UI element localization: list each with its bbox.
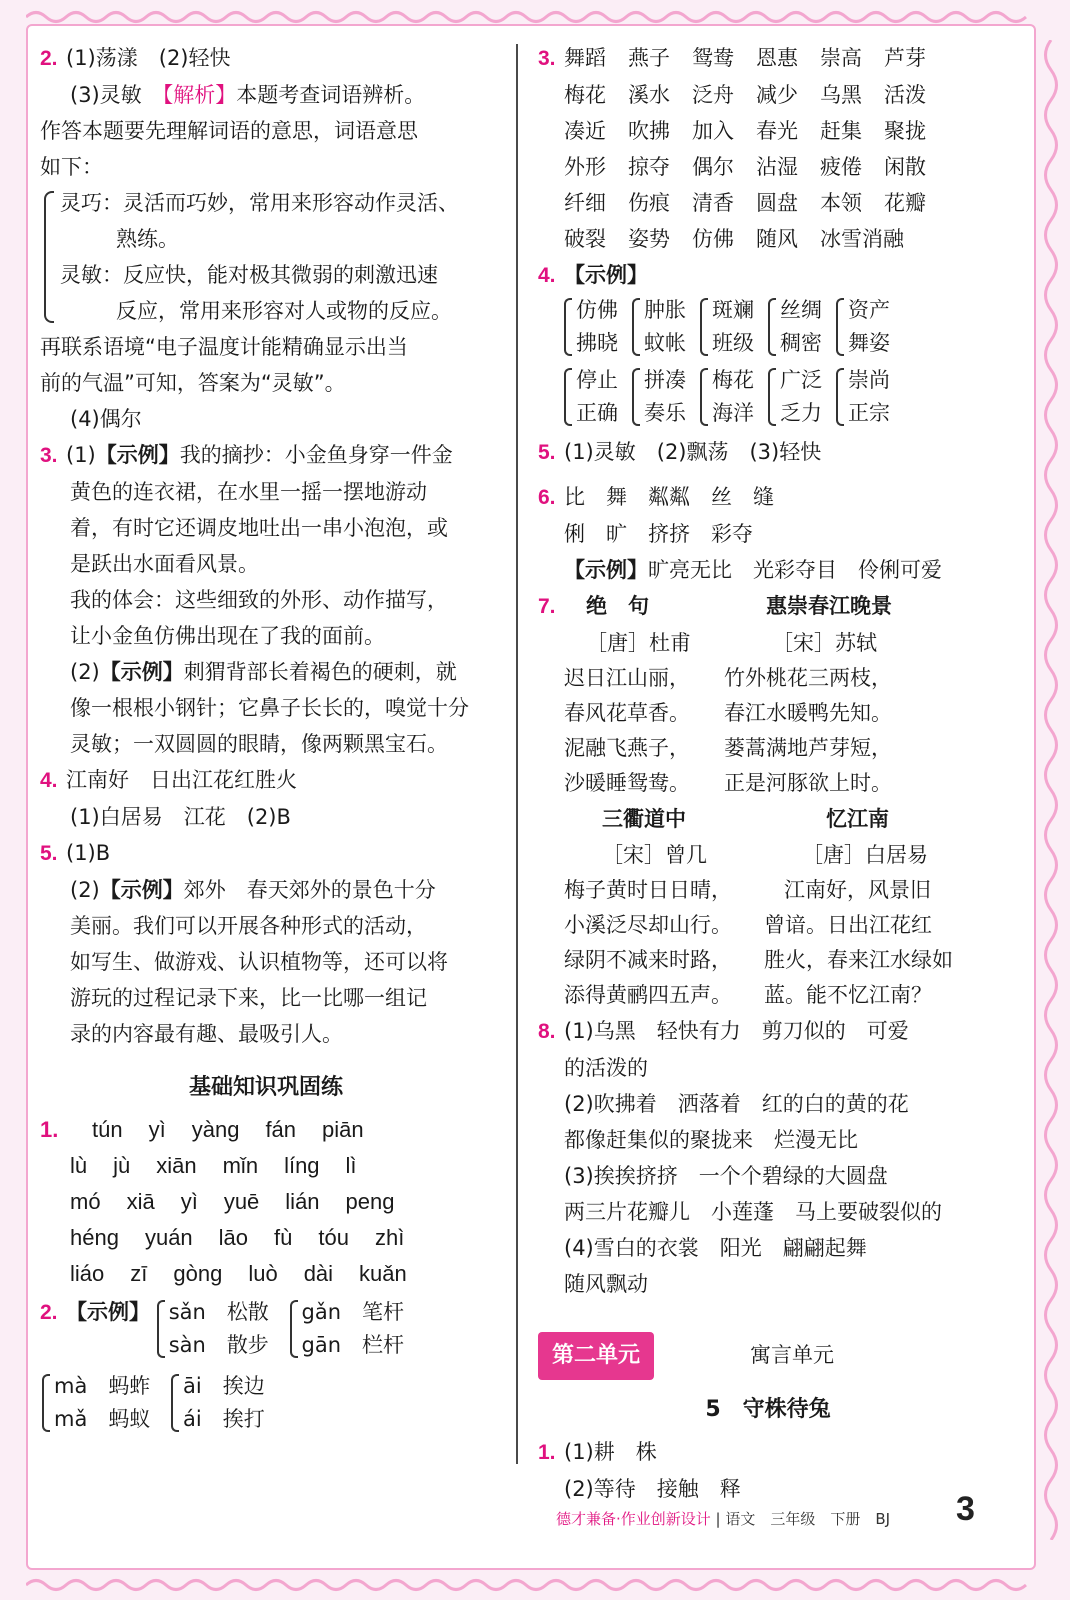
b2-row1: 2. 【示例】 sǎn 松散 sàn 散步 gǎn 笔杆 gān 栏杆 — [40, 1296, 492, 1362]
q4-line1: 4. 江南好 日出江花红胜火 — [40, 762, 492, 799]
b2-row2 — [40, 1370, 492, 1436]
word-pair: 停止 正确 — [564, 364, 618, 430]
q-number: 3. — [40, 444, 58, 467]
pinyin-row: lù jù xiān mǐn líng lì — [70, 1153, 357, 1178]
poem-line: 沙暖睡鸳鸯。 正是河豚欲上时。 — [564, 771, 892, 795]
q-number: 4. — [40, 769, 58, 792]
q-number: 1. — [40, 1117, 59, 1142]
q8-line1: 8. (1)乌黑 轻快有力 剪刀似的 可爱 — [538, 1013, 998, 1050]
def-lingqiao: 灵巧：灵活而巧妙，常用来形容动作灵活、 — [60, 191, 459, 215]
poem-pair-2 — [538, 873, 998, 1013]
q3-line2: 黄色的连衣裙，在水里一摇一摆地游动 — [70, 480, 427, 504]
q4-header: 4. 【示例】 — [538, 257, 998, 294]
q5-line6: 录的内容最有趣、最吸引人。 — [70, 1022, 343, 1046]
word-pair: 拼凑 奏乐 — [632, 364, 686, 430]
q5-line: 5. (1)灵敏 (2)飘荡 (3)轻快 — [538, 434, 998, 471]
unit-name: 寓言单元 — [750, 1343, 835, 1367]
q-number: 5. — [538, 441, 556, 464]
q8-line5: (3)挨挨挤挤 一个个碧绿的大圆盘 — [564, 1164, 888, 1188]
word-row: 纤细 伤痕 清香 圆盘 本领 花瓣 — [564, 191, 926, 215]
word-row: 破裂 姿势 仿佛 随风 冰雪消融 — [564, 227, 904, 251]
q8-line8: 随风飘动 — [564, 1272, 648, 1296]
q-number: 6. — [538, 486, 556, 509]
polyphone-pair: āi 挨边 ái 挨打 — [171, 1370, 265, 1436]
lesson-q1-line2: (2)等待 接触 释 — [564, 1477, 741, 1501]
q7-titles: 7. 绝 句 惠崇春江晚景 — [538, 588, 998, 625]
q8-line4: 都像赶集似的聚拢来 烂漫无比 — [564, 1128, 858, 1152]
q-number: 1. — [538, 1441, 556, 1464]
poem-pair-1 — [538, 661, 998, 801]
q5-line3: 美丽。我们可以开展各种形式的活动， — [70, 914, 427, 938]
right-column — [538, 40, 998, 1507]
poem-line: 梅子黄时日日晴， 江南好，风景旧 — [564, 878, 931, 902]
pinyin-row: 1. tún yì yàng fán piān — [40, 1112, 492, 1148]
pinyin-row: héng yuán lāo fù tóu zhì — [70, 1225, 405, 1250]
word-pair: 资产 舞姿 — [836, 294, 890, 360]
q2-line6: 前的气温”可知，答案为“灵敏”。 — [40, 371, 346, 395]
pinyin-row: liáo zī gòng luò dài kuǎn — [70, 1261, 407, 1286]
def-lingqiao-cont: 熟练。 — [116, 227, 179, 251]
q8-line3: (2)吹拂着 洒落着 红的白的黄的花 — [564, 1092, 909, 1116]
polyphone-pair: gǎn 笔杆 gān 栏杆 — [290, 1296, 405, 1362]
word-pair: 梅花 海洋 — [700, 364, 754, 430]
q3-line8: 像一根根小钢针；它鼻子长长的，嗅觉十分 — [70, 696, 469, 720]
q2-line3: 作答本题要先理解词语的意思，词语意思 — [40, 119, 418, 143]
pinyin-block — [40, 1112, 492, 1292]
q8-line7: (4)雪白的衣裳 阳光 翩翩起舞 — [564, 1236, 867, 1260]
q-number: 3. — [538, 47, 556, 70]
page-footer: 德才兼备·作业创新设计 | 语文 三年级 下册 BJ — [556, 1510, 891, 1528]
word-pair: 广泛 乏力 — [768, 364, 822, 430]
def-lingmin: 灵敏：反应快，能对极其微弱的刺激迅速 — [60, 263, 438, 287]
word-pair: 肿胀 蚊帐 — [632, 294, 686, 360]
word-pair: 丝绸 稠密 — [768, 294, 822, 360]
q3-line3: 着，有时它还调皮地吐出一串小泡泡，或 — [70, 516, 448, 540]
word-row: 凑近 吹拂 加入 春光 赶集 聚拢 — [564, 119, 926, 143]
pinyin-row: mó xiā yì yuē lián peng — [70, 1189, 395, 1214]
q-number: 2. — [40, 1301, 58, 1324]
q3-line7: (2)【示例】刺猬背部长着褐色的硬刺，就 — [70, 660, 457, 684]
q3-line9: 灵敏；一双圆圆的眼睛，像两颗黑宝石。 — [70, 732, 448, 756]
poem-line: 绿阴不减来时路， 胜火，春来江水绿如 — [564, 948, 953, 972]
poem-line: 迟日江山丽， 竹外桃花三两枝， — [564, 666, 892, 690]
q2-line2: (3)灵敏 【解析】本题考查词语辨析。 — [70, 83, 426, 107]
q6-line1: 6. 比 舞 粼粼 丝 缝 — [538, 479, 998, 516]
page-number: 3 — [956, 1490, 975, 1528]
def-lingmin-cont: 反应，常用来形容对人或物的反应。 — [116, 299, 452, 323]
q6-line2: 俐 旷 挤挤 彩夺 — [564, 522, 753, 546]
unit-badge: 第二单元 — [538, 1332, 654, 1380]
q7-titles-2: 三衢道中 忆江南 — [602, 807, 889, 831]
q6-line3: 【示例】旷亮无比 光彩夺目 伶俐可爱 — [564, 558, 942, 582]
q2-line7: (4)偶尔 — [70, 407, 142, 431]
poem-line: 小溪泛尽却山行。 曾谙。日出江花红 — [564, 913, 932, 937]
q5-line4: 如写生、做游戏、认识植物等，还可以将 — [70, 950, 448, 974]
poem-line: 添得黄鹂四五声。 蓝。能不忆江南？ — [564, 983, 932, 1007]
word-row: 3. 舞蹈 燕子 鸳鸯 恩惠 崇高 芦芽 — [538, 40, 998, 77]
q8-line2: 的活泼的 — [564, 1056, 648, 1080]
q5-line5: 游玩的过程记录下来，比一比哪一组记 — [70, 986, 427, 1010]
decorative-wave-bottom — [26, 1576, 1036, 1594]
poem-line: 泥融飞燕子， 蒌蒿满地芦芽短， — [564, 736, 892, 760]
q-number: 7. — [538, 595, 556, 618]
q4-pairs-row1 — [538, 294, 998, 360]
q4-pairs-row2 — [538, 364, 998, 430]
q-number: 4. — [538, 264, 556, 287]
column-divider — [516, 44, 518, 1464]
q5-line2: (2)【示例】郊外 春天郊外的景色十分 — [70, 878, 436, 902]
polyphone-pair: mà 蚂蚱 mǎ 蚂蚁 — [42, 1370, 150, 1436]
q-number: 2. — [40, 47, 58, 70]
q2-line4: 如下： — [40, 155, 103, 179]
word-pair: 仿佛 拂晓 — [564, 294, 618, 360]
q-number: 8. — [538, 1020, 556, 1043]
word-row: 梅花 溪水 泛舟 减少 乌黑 活泼 — [564, 83, 926, 107]
word-pair: 斑斓 班级 — [700, 294, 754, 360]
q3-line1: 3. (1)【示例】我的摘抄：小金鱼身穿一件金 — [40, 437, 492, 474]
q3-line6: 让小金鱼仿佛出现在了我的面前。 — [70, 624, 385, 648]
section-title: 基础知识巩固练 — [188, 1075, 343, 1100]
word-row: 外形 掠夺 偶尔 沾湿 疲倦 闲散 — [564, 155, 926, 179]
q7-authors: ［唐］杜甫 ［宋］苏轼 — [586, 631, 877, 655]
lesson-q1-line1: 1. (1)耕 株 — [538, 1434, 998, 1471]
q8-line6: 两三片花瓣儿 小莲蓬 马上要破裂似的 — [564, 1200, 942, 1224]
q-number: 5. — [40, 842, 58, 865]
unit-header — [538, 1332, 998, 1380]
poem-line: 春风花草香。 春江水暖鸭先知。 — [564, 701, 892, 725]
q2-line1: 2. (1)荡漾 (2)轻快 — [40, 40, 492, 77]
q7-authors-2: ［宋］曾几 ［唐］白居易 — [602, 843, 928, 867]
q3-line4: 是跃出水面看风景。 — [70, 552, 259, 576]
q4-line2: (1)白居易 江花 (2)B — [70, 805, 291, 829]
word-pair: 崇尚 正宗 — [836, 364, 890, 430]
decorative-wave-right — [1040, 40, 1062, 1540]
q2-line5: 再联系语境“电子温度计能精确显示出当 — [40, 335, 408, 359]
q3-line5: 我的体会：这些细致的外形、动作描写， — [70, 588, 448, 612]
q5-line1: 5. (1)B — [40, 835, 492, 872]
analysis-tag: 【解析】 — [162, 83, 237, 107]
polyphone-pair: sǎn 松散 sàn 散步 — [157, 1296, 269, 1362]
lesson-title: 5 守株待兔 — [705, 1397, 831, 1422]
q3-word-grid — [538, 40, 998, 257]
left-column — [40, 40, 492, 1436]
definition-brace — [44, 185, 492, 329]
